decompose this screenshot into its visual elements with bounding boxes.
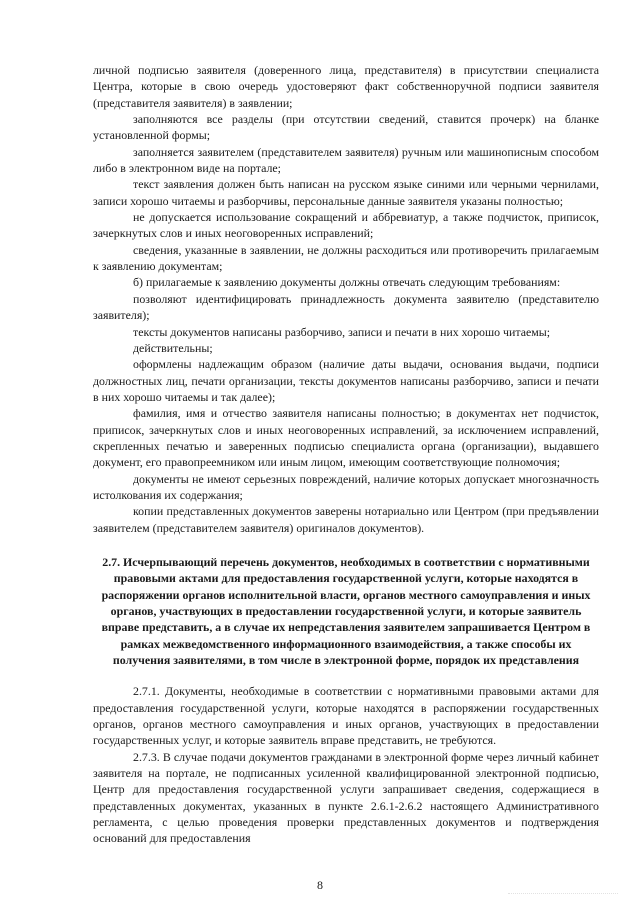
paragraph: заполняются все разделы (при отсутствии сведений, ставится прочерк) на бланке установленной формы; [93, 112, 599, 143]
paragraph: действительны; [133, 340, 213, 355]
document-body [93, 62, 599, 847]
paragraph: заполняется заявителем (представителем заявителя) ручным или машинописным способом либо в электронном виде на портале; [93, 144, 599, 176]
page-number: 8 [317, 878, 323, 892]
section-heading: 2.7. Исчерпывающий перечень документов, необходимых в соответствии с нормативными правовыми актами для предоставления государственной услуги, которые находятся в распоряжении органов исполнительной власти, органов местного самоуправления и иных органов, участвующих в предоставлении государственной услуги, и которые заявитель вправе представить, а в случае их непредставления заявителем запрашивается Центром в рамках межведомственного информационного взаимодействия, а также способы их получения заявителями, в том числе в электронной форме, порядок их представления [101, 554, 591, 668]
paragraph: копии представленных документов заверены нотариально или Центром (при предъявлении заявителем (представителем заявителя) оригиналов документов). [93, 504, 599, 535]
paragraph: тексты документов написаны разборчиво, записи и печати в них хорошо читаемы; [133, 324, 551, 339]
scan-artifact [508, 893, 618, 896]
paragraph: б) прилагаемые к заявлению документы должны отвечать следующим требованиям: [133, 275, 561, 290]
paragraph: текст заявления должен быть написан на русском языке синими или черными чернилами, записи хорошо читаемы и разборчивы, персональные данные заявителя указаны полностью; [93, 177, 599, 208]
paragraph: личной подписью заявителя (доверенного лица, представителя) в присутствии специалиста Центра, которые в свою очередь удостоверяют факт собственноручной подписи заявителя (представителя заявителя) в заявлении; [93, 63, 599, 110]
paragraph: 2.7.3. В случае подачи документов гражданами в электронной форме через личный кабинет заявителя на портале, не подписанных усиленной квалифицированной электронной подписью, Центр для предоставления государственной услуги запрашивает сведения, содержащиеся в представленных документах, указанных в пункте 2.6.1-2.6.2 настоящего Административного регламента, с целью проведения проверки представленных документов и подтверждения оснований для предоставления [93, 749, 599, 846]
paragraph: фамилия, имя и отчество заявителя написаны полностью; в документах нет подчисток, приписок, зачеркнутых слов и иных неоговоренных исправлений, за исключением исправлений, скрепленных печатью и заверенных подписью специалиста органа (организации), выдавшего документ, его правопреемником или иным лицом, имеющим соответствующие полномочия; [93, 406, 599, 470]
paragraph: оформлены надлежащим образом (наличие даты выдачи, основания выдачи, подписи должностных лиц, печати организации, тексты документов написаны разборчиво, записи и печати в них хорошо читаемы и так далее); [93, 357, 599, 404]
paragraph: не допускается использование сокращений и аббревиатур, а также подчисток, приписок, зачеркнутых слов и иных неоговоренных исправлений; [93, 210, 599, 241]
paragraph: 2.7.1. Документы, необходимые в соответствии с нормативными правовыми актами для предоставления государственной услуги, которые находятся в распоряжении государственных органов, органов местного самоуправления и иных органов, участвующих в предоставлении государственных услуг, и которые заявитель вправе представить, не требуются. [93, 684, 599, 748]
paragraph: документы не имеют серьезных повреждений, наличие которых допускает многозначность истолкования их содержания; [93, 471, 599, 502]
paragraph: сведения, указанные в заявлении, не должны расходиться или противоречить прилагаемым к заявлению документам; [93, 242, 599, 274]
paragraph: позволяют идентифицировать принадлежность документа заявителю (представителю заявителя); [93, 291, 599, 323]
